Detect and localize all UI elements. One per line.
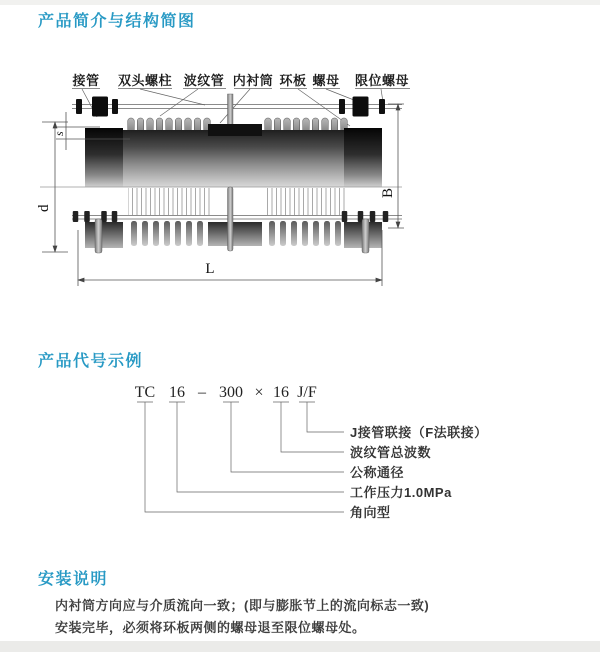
center-stud-bottom	[228, 187, 234, 251]
part-label-stud: 双头螺柱	[117, 73, 173, 88]
code-segment-times: ×	[254, 384, 264, 401]
code-segment-pressure: 16	[169, 384, 185, 401]
part-label-bellows: 波纹管	[183, 73, 225, 88]
dim-label-l: L	[205, 261, 215, 277]
code-note-connection: J接管联接（F法联接）	[350, 425, 488, 440]
code-segment-type: TC	[134, 384, 156, 401]
dimension-b	[380, 104, 404, 228]
part-label-pipe: 接管	[72, 73, 100, 88]
code-connectors	[145, 408, 344, 512]
installation-instructions	[55, 595, 485, 639]
dim-label-d: d	[36, 204, 52, 212]
install-line-2: 安装完毕，必须将环板两侧的螺母退至限位螺母处。	[55, 620, 366, 635]
dim-label-s: s	[52, 131, 66, 136]
tie-rod-top	[72, 97, 402, 117]
part-label-liner: 内衬筒	[232, 73, 274, 88]
code-note-waves: 波纹管总波数	[350, 445, 432, 460]
code-segment-dash: –	[198, 384, 206, 401]
right-pipe-end	[344, 128, 382, 187]
bellows-shell	[85, 130, 382, 187]
left-pipe-end	[85, 128, 123, 187]
code-ticks	[137, 402, 315, 408]
section-title-installation: 安装说明	[38, 571, 109, 588]
page-bottom-edge	[0, 641, 600, 652]
code-note-pressure: 工作压力1.0MPa	[350, 485, 452, 500]
code-segment-waves: 16	[273, 384, 289, 401]
code-notes	[350, 425, 488, 520]
code-segments	[135, 384, 317, 401]
part-label-limit-nut: 限位螺母	[354, 73, 410, 88]
part-labels	[71, 73, 410, 89]
code-segment-connection: J/F	[297, 384, 317, 401]
joint-lower-body	[72, 187, 402, 253]
page-top-edge	[0, 0, 600, 5]
code-note-type: 角向型	[350, 505, 391, 520]
joint-upper-body	[85, 118, 382, 187]
section-title-code-example: 产品代号示例	[38, 353, 144, 370]
code-segment-diameter: 300	[219, 384, 243, 401]
dim-label-b: B	[380, 187, 396, 198]
section-title-intro: 产品简介与结构简图	[38, 13, 196, 30]
install-line-1: 内衬筒方向应与介质流向一致；(即与膨胀节上的流向标志一致)	[55, 598, 430, 613]
code-note-diameter: 公称通径	[350, 465, 405, 480]
liner-collar	[208, 124, 262, 136]
structure-diagram	[0, 60, 460, 330]
part-label-nut: 螺母	[312, 73, 340, 88]
product-code-diagram	[0, 375, 600, 525]
part-label-ring-plate: 环板	[279, 73, 307, 88]
